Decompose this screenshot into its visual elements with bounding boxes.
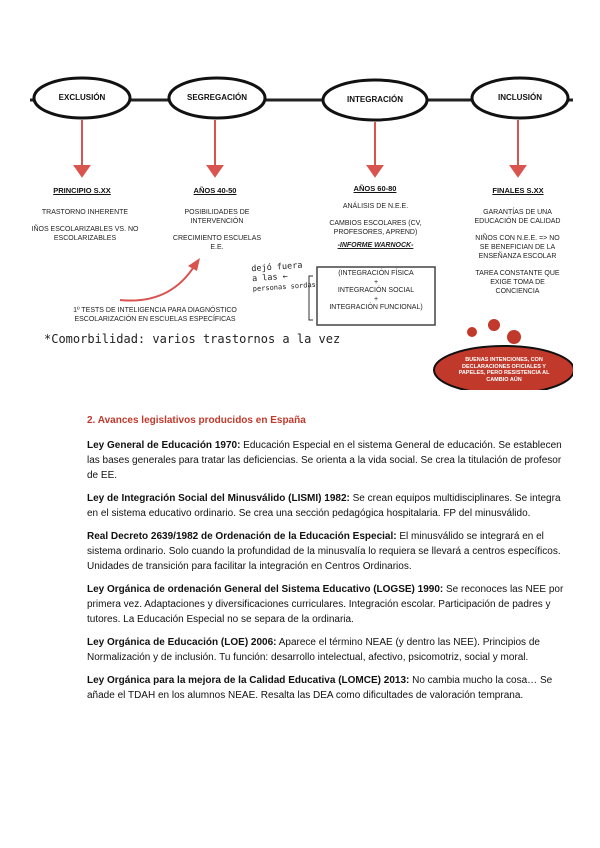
stage-integration: INTEGRACIÓN xyxy=(347,95,403,104)
law-2-text: Se crean equipos multidisciplinares. Se integra en el sistema educativo ordinario. Se crea una sección pedagógica hospitalaria. FP del minusválido. xyxy=(87,493,561,519)
hand-line-1: dejó fuera xyxy=(251,260,303,275)
col1-line-3: ESCOLARIZABLES xyxy=(53,235,117,242)
informe-warnock: -INFORME WARNOCK- xyxy=(337,242,414,249)
law-4-text: Se reconoces las NEE por primera vez. Adaptaciones y diversificaciones curriculares. Integración escolar. Participación de padres y tutores. La Educación Especial no se separa de la ordinaria. xyxy=(87,584,564,625)
law-3 xyxy=(87,529,573,574)
law-3-text: El minusválido se integrará en el sistema ordinario. Solo cuando la profundidad de la minusvalía lo requiera se llevará a centros específicos. Unidades de transición para facilitar la integración en Centros Ordinarios. xyxy=(87,531,561,572)
col4-line-6: TAREA CONSTANTE QUE xyxy=(475,270,560,277)
cloud-line-3: PAPELES, PERO RESISTENCIA AL xyxy=(458,370,550,376)
hand-line-2: a las ← xyxy=(251,271,289,285)
col2-text xyxy=(162,208,272,252)
period-3: AÑOS 60-80 xyxy=(353,184,397,193)
col4-text xyxy=(460,208,575,296)
box-line-3: INTEGRACIÓN SOCIAL xyxy=(337,287,415,294)
col4-line-7: EXIGE TOMA DE xyxy=(490,279,545,286)
box-line-1: (INTEGRACIÓN FÍSICA xyxy=(338,270,414,277)
law-4 xyxy=(87,582,573,627)
comorbidity-note: *Comorbilidad: varios trastornos a la vez xyxy=(44,332,341,346)
cloud-text xyxy=(438,357,570,383)
period-1: PRINCIPIO S.XX xyxy=(53,186,111,195)
tests-note xyxy=(40,306,270,324)
curved-arrowhead xyxy=(188,258,200,271)
section-title: 2. Avances legislativos producidos en España xyxy=(87,415,306,426)
law-5-name: Ley Orgánica de Educación (LOE) 2006: xyxy=(87,637,277,648)
col4-line-2: EDUCACIÓN DE CALIDAD xyxy=(474,218,561,225)
col2-line-1: POSIBILIDADES DE xyxy=(184,209,250,216)
law-6-text: No cambia mucho la cosa… Se añade el TDAH en los alumnos NEAE. Resalta las DEA como dificultades de valoración temprana. xyxy=(87,675,553,701)
legislation-section xyxy=(87,413,573,711)
law-1 xyxy=(87,438,573,483)
law-1-text: Educación Especial en el sistema General de educación. Se establecen las bases generales para tratar las deficiencias. Se orienta a la vida social. Se crea la titulación de profesor de EE. xyxy=(87,440,562,481)
col2-line-3: CRECIMIENTO ESCUELAS xyxy=(172,235,262,242)
law-2 xyxy=(87,491,573,521)
bubble-medium xyxy=(488,319,500,331)
col4-line-3: NIÑOS CON N.E.E. => NO xyxy=(475,235,560,242)
col4-line-4: SE BENEFICIAN DE LA xyxy=(479,244,556,251)
col3-box-text xyxy=(317,270,435,313)
tests-line-2: ESCOLARIZACIÓN EN ESCUELAS ESPECÍFICAS xyxy=(74,316,236,323)
box-line-4: + xyxy=(373,295,379,303)
curved-arrow xyxy=(120,265,195,301)
law-4-name: Ley Orgánica de ordenación General del Sistema Educativo (LOGSE) 1990: xyxy=(87,584,444,595)
col4-line-5: ENSEÑANZA ESCOLAR xyxy=(478,253,557,260)
cloud-line-2: DECLARACIONES OFICIALES Y xyxy=(462,363,546,370)
cloud-line-4: CAMBIO AÚN xyxy=(486,376,522,383)
col4-line-1: GARANTÍAS DE UNA xyxy=(483,209,552,216)
arrowhead-exclusion xyxy=(75,166,89,176)
col3-line-2: CAMBIOS ESCOLARES (CV, xyxy=(329,220,422,227)
arrowhead-inclusion xyxy=(511,166,525,176)
col2-line-2: INTERVENCIÓN xyxy=(190,218,244,225)
col3-text xyxy=(313,202,438,250)
box-line-2: + xyxy=(373,278,379,286)
col1-line-2: IÑOS ESCOLARIZABLES VS. NO xyxy=(31,226,139,233)
col2-line-4: E.E. xyxy=(210,244,224,251)
cloud-line-1: BUENAS INTENCIONES, CON xyxy=(465,357,543,363)
col3-line-3: PROFESORES, APREND) xyxy=(333,229,418,236)
period-4: FINALES S.XX xyxy=(492,186,544,195)
law-5 xyxy=(87,635,573,665)
stage-segregation: SEGREGACIÓN xyxy=(186,93,247,102)
col3-line-1: ANÁLISIS DE N.E.E. xyxy=(342,203,409,210)
box-line-5: INTEGRACIÓN FUNCIONAL) xyxy=(329,304,423,311)
stage-exclusion: EXCLUSIÓN xyxy=(58,93,106,102)
hand-line-3: personas sordas xyxy=(252,280,317,294)
law-2-name: Ley de Integración Social del Minusválido (LISMI) 1982: xyxy=(87,493,350,504)
law-6 xyxy=(87,673,573,703)
tests-line-1: 1º TESTS DE INTELIGENCIA PARA DIAGNÓSTICO xyxy=(73,307,237,314)
col1-text xyxy=(30,208,140,243)
law-5-text: Aparece el término NEAE (y dentro las NEE). Principios de Normalización y de inclusión. Tu función: desarrollo intelectual, afectivo, psicomotriz, social y moral. xyxy=(87,637,540,663)
law-3-name: Real Decreto 2639/1982 de Ordenación de la Educación Especial: xyxy=(87,531,397,542)
timeline-diagram xyxy=(30,70,573,390)
arrowhead-integration xyxy=(368,166,382,176)
stage-inclusion: INCLUSIÓN xyxy=(498,93,542,102)
bubble-large xyxy=(507,330,521,344)
handwritten-note xyxy=(251,260,316,294)
period-2: AÑOS 40-50 xyxy=(193,186,237,195)
law-6-name: Ley Orgánica para la mejora de la Calidad Educativa (LOMCE) 2013: xyxy=(87,675,410,686)
col4-line-8: CONCIENCIA xyxy=(495,288,540,295)
arrowhead-segregation xyxy=(208,166,222,176)
law-1-name: Ley General de Educación 1970: xyxy=(87,440,241,451)
col1-line-1: TRASTORNO INHERENTE xyxy=(41,209,129,216)
bubble-small xyxy=(467,327,477,337)
